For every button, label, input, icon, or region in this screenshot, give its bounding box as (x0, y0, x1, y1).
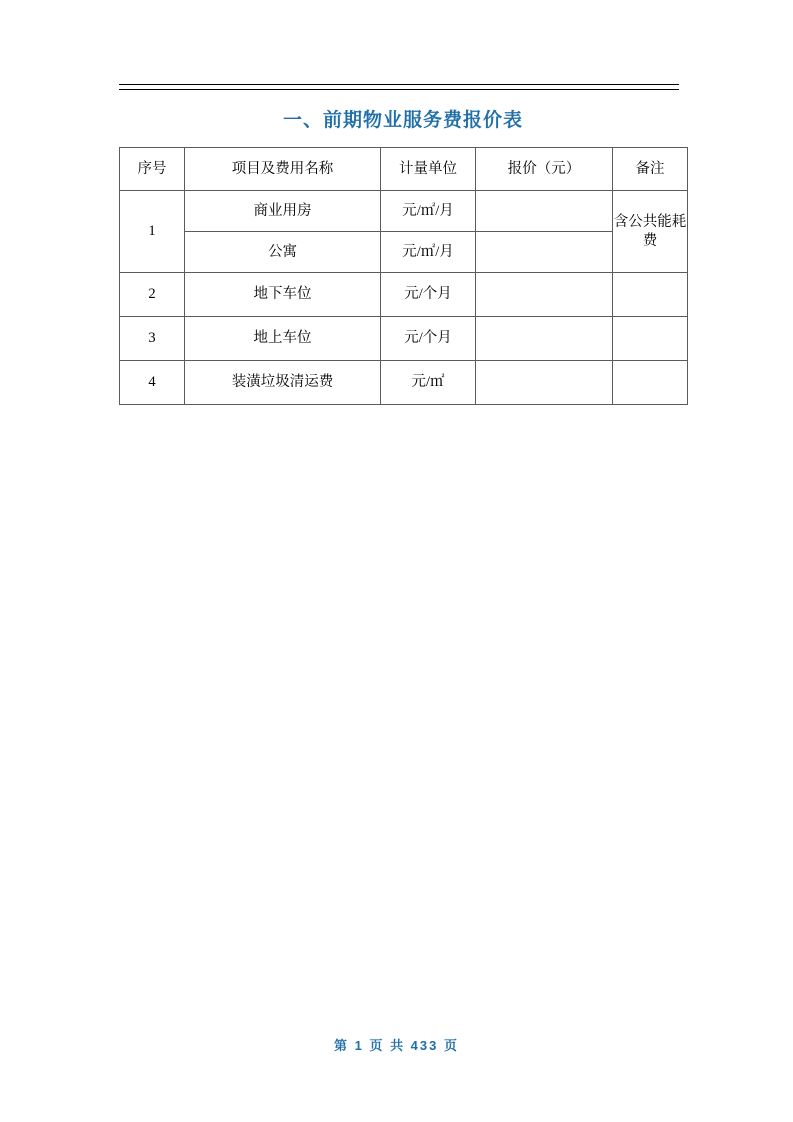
row-item-unit: 元/㎡/月 (381, 232, 476, 273)
row-item-price[interactable] (476, 191, 613, 232)
table-header-cell-unit: 计量单位 (381, 148, 476, 191)
table-row (120, 232, 688, 273)
row-index: 3 (120, 317, 185, 361)
row-item-unit: 元/个月 (381, 317, 476, 361)
row-item-unit: 元/个月 (381, 273, 476, 317)
row-index: 2 (120, 273, 185, 317)
row-item-name: 地上车位 (185, 317, 381, 361)
row-item-price[interactable] (476, 273, 613, 317)
table-header-cell-remark: 备注 (613, 148, 688, 191)
row-remark (613, 317, 688, 361)
row-index: 1 (120, 191, 185, 273)
row-remark: 含公共能耗费 (613, 191, 688, 273)
page-footer (0, 1035, 793, 1054)
table-header-cell-name: 项目及费用名称 (185, 148, 381, 191)
table-row (120, 361, 688, 405)
fee-quotation-table (119, 147, 688, 405)
table-header-row (120, 148, 688, 191)
table-header-cell-price: 报价（元） (476, 148, 613, 191)
row-item-name: 商业用房 (185, 191, 381, 232)
row-item-price[interactable] (476, 317, 613, 361)
row-remark (613, 273, 688, 317)
header-double-rule (119, 84, 679, 90)
row-item-name: 地下车位 (185, 273, 381, 317)
row-item-price[interactable] (476, 361, 613, 405)
row-item-unit: 元/㎡/月 (381, 191, 476, 232)
table-row (120, 273, 688, 317)
row-item-unit: 元/㎡ (381, 361, 476, 405)
row-item-price[interactable] (476, 232, 613, 273)
row-item-name: 公寓 (185, 232, 381, 273)
row-index: 4 (120, 361, 185, 405)
footer-text: 第 1 页 共 433 页 (334, 1038, 459, 1053)
row-remark (613, 361, 688, 405)
page-title: 一、前期物业服务费报价表 (282, 110, 523, 131)
table-row (120, 191, 688, 232)
table-header-cell-index: 序号 (120, 148, 185, 191)
row-item-name: 装潢垃圾清运费 (185, 361, 381, 405)
table-row (120, 317, 688, 361)
